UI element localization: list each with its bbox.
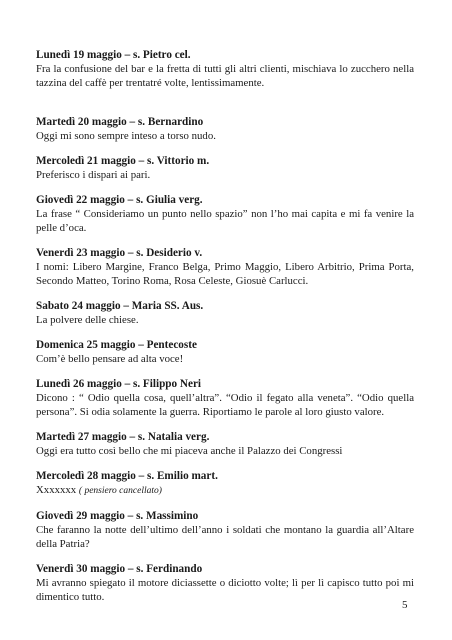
entry-text: Fra la confusione del bar e la fretta di tutti gli altri clienti, mischiava lo zucchero nella tazzina del caffè per trentatré volte, lentissimamente. [36,63,414,89]
entry-heading: Giovedì 22 maggio – s. Giulia verg. [36,194,203,206]
diary-entry-23-maggio [36,246,414,288]
diary-entry-25-maggio [36,338,414,366]
entry-text: La polvere delle chiese. [36,314,139,326]
entry-heading: Mercoledì 28 maggio – s. Emilio mart. [36,470,218,482]
entry-heading: Domenica 25 maggio – Pentecoste [36,339,197,351]
diary-entry-22-maggio [36,193,414,235]
entry-text: Preferisco i dispari ai pari. [36,169,151,181]
diary-page [36,48,414,615]
entry-heading: Martedì 27 maggio – s. Natalia verg. [36,431,210,443]
diary-entry-26-maggio [36,377,414,419]
diary-entry-29-maggio [36,509,414,551]
entry-heading: Sabato 24 maggio – Maria SS. Aus. [36,300,204,312]
entry-heading: Venerdì 23 maggio – s. Desiderio v. [36,247,203,259]
diary-entry-19-maggio [36,48,414,90]
entry-text: Oggi mi sono sempre inteso a torso nudo. [36,130,216,142]
entry-heading: Giovedì 29 maggio – s. Massimino [36,510,199,522]
diary-entry-28-maggio [36,469,414,498]
entry-text: Che faranno la notte dell’ultimo dell’anno i soldati che montano la guardia all’Altare della Patria? [36,524,414,550]
entry-heading: Lunedì 26 maggio – s. Filippo Neri [36,378,202,390]
diary-entry-27-maggio [36,430,414,458]
entry-text: Mi avranno spiegato il motore diciassette o diciotto volte; lì per lì capisco tutto poi mi dimentico tutto. [36,577,414,603]
diary-entry-24-maggio [36,299,414,327]
diary-entry-20-maggio [36,115,414,143]
entry-text: Oggi era tutto così bello che mi piaceva anche il Palazzo dei Congressi [36,445,343,457]
entry-text [36,483,414,498]
censored-text: Xxxxxxx [36,484,77,496]
entry-text: Com’è bello pensare ad alta voce! [36,353,184,365]
entry-heading: Mercoledì 21 maggio – s. Vittorio m. [36,155,210,167]
diary-entry-21-maggio [36,154,414,182]
entry-text: I nomi: Libero Margine, Franco Belga, Primo Maggio, Libero Arbitrio, Prima Porta, Secondo Matteo, Torino Roma, Rosa Celeste, Giosuè Carlucci. [36,261,414,287]
entry-heading: Lunedì 19 maggio – s. Pietro cel. [36,49,191,61]
entry-heading: Martedì 20 maggio – s. Bernardino [36,116,204,128]
cancelled-thought-note: ( pensiero cancellato) [78,486,162,496]
diary-entry-30-maggio [36,562,414,604]
entry-text: Dicono : “ Odio quella cosa, quell’altra”. “Odio il fegato alla veneta”. “Odio quella persona”. Si odia solamente la guerra. Riportiamo le parole al loro giusto valore. [36,392,414,418]
entry-text: La frase “ Consideriamo un punto nello spazio” non l’ho mai capita e mi fa venire la pelle d’oca. [36,208,414,234]
entry-heading: Venerdì 30 maggio – s. Ferdinando [36,563,203,575]
page-number: 5 [402,599,408,611]
